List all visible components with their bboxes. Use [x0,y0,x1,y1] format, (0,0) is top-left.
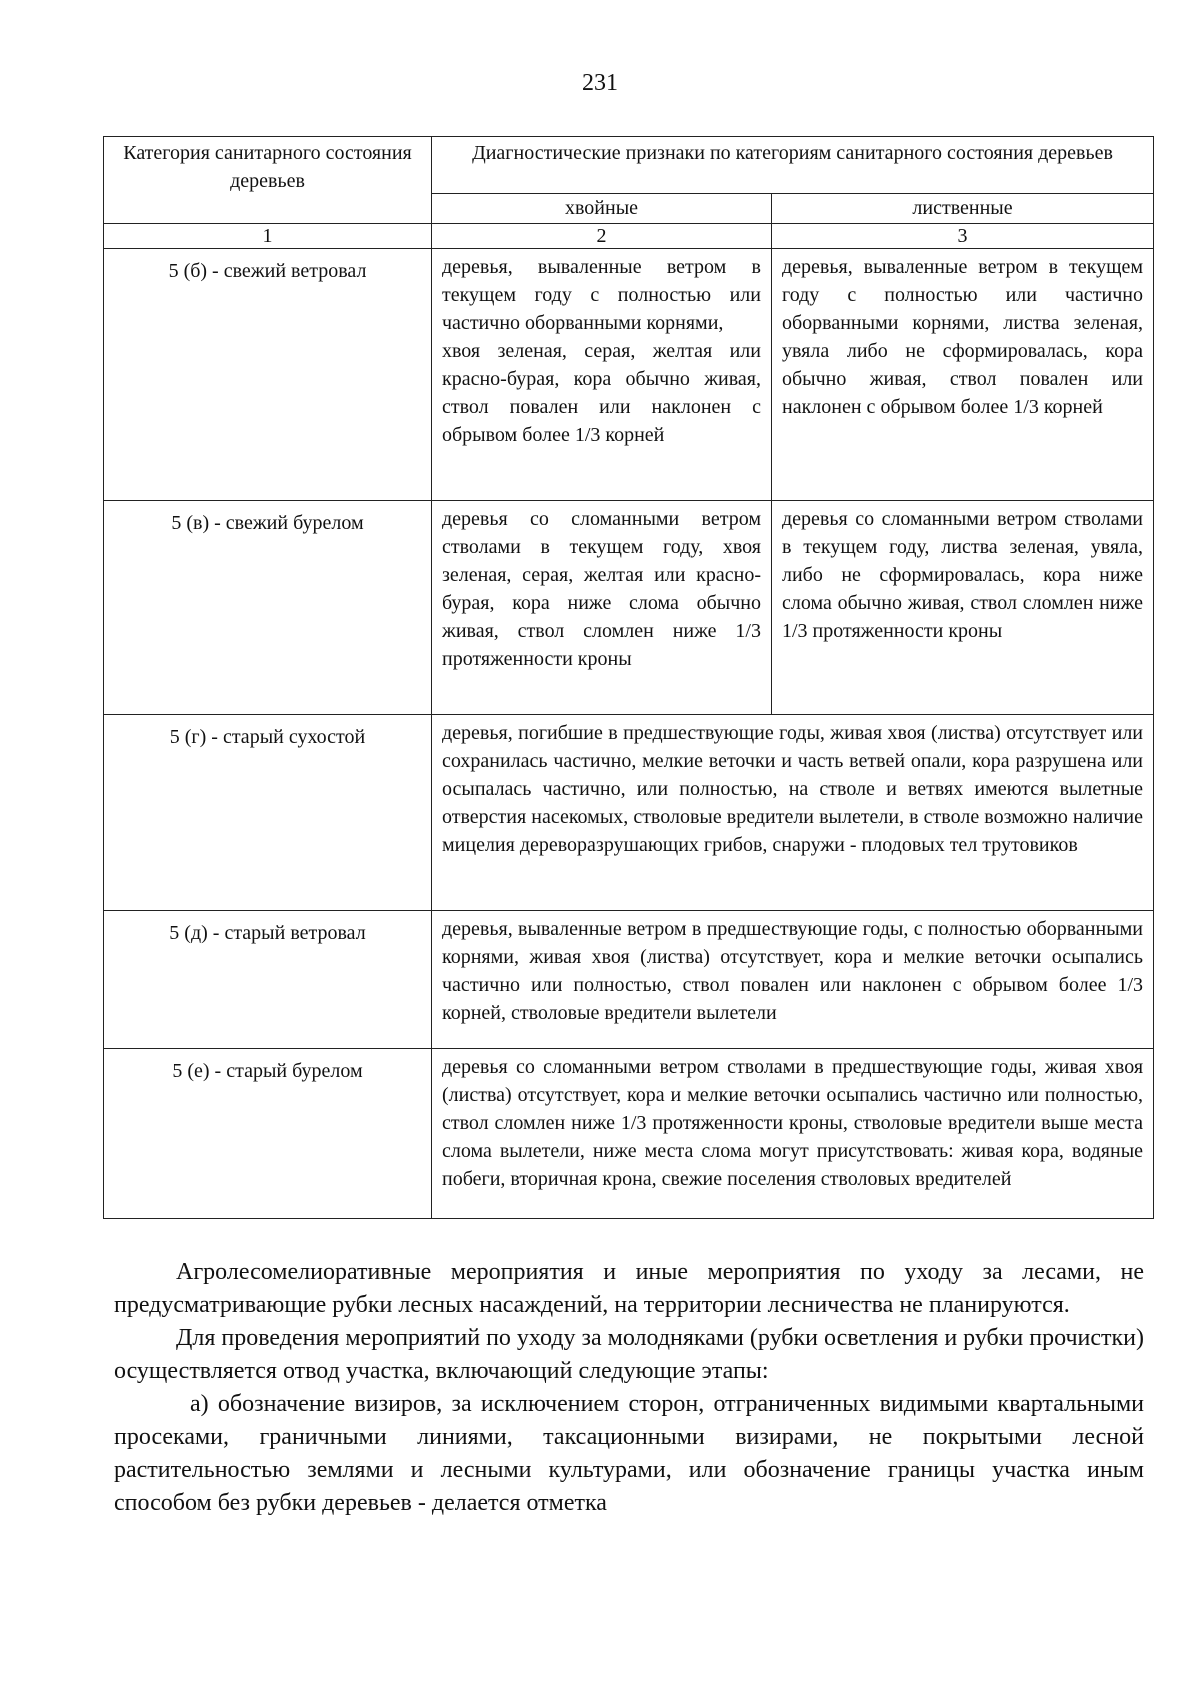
row-category: 5 (д) - старый ветровал [104,911,432,1049]
sanitary-condition-table [103,136,1154,1219]
column-number-row [104,224,1154,249]
row-merged-description: деревья, вываленные ветром в предшествующие годы, с полностью оборванными корнями, живая хвоя (листва) отсутствует, кора и мелкие веточки осыпались частично или полностью, ствол повален или наклонен с обрывом более 1/3 корней, стволовые вредители вылетели [432,911,1154,1049]
row-deciduous: деревья, вываленные ветром в текущем году с полностью или частично оборванными корнями, листва зеленая, увяла либо не сформировалась, кора обычно живая, ствол повален или наклонен с обрывом более 1/3 корней [772,249,1154,501]
column-number: 2 [432,224,772,249]
column-number: 3 [772,224,1154,249]
row-conifers-text: хвоя зеленая, серая, желтая или красно-бурая, кора обычно живая, ствол повален или наклонен с обрывом более 1/3 корней [442,340,761,446]
row-category: 5 (б) - свежий ветровал [104,249,432,501]
row-merged-description: деревья, погибшие в предшествующие годы, живая хвоя (листва) отсутствует или сохранилась частично, мелкие веточки и часть ветвей опали, кора разрушена или осыпалась частично, или полностью, на стволе и ветвях имеются вылетные отверстия насекомых, стволовые вредители вылетели, в стволе возможно наличие мицелия дереворазрушающих грибов, снаружи - плодовых тел трутовиков [432,715,1154,911]
table-row [104,1049,1154,1219]
body-text [114,1256,1144,1520]
table-row [104,715,1154,911]
header-category: Категория санитарного состояния деревьев [104,137,432,224]
row-conifers [432,249,772,501]
table-row [104,249,1154,501]
row-category: 5 (в) - свежий бурелом [104,501,432,715]
row-category: 5 (г) - старый сухостой [104,715,432,911]
header-diagnostic: Диагностические признаки по категориям санитарного состояния деревьев [432,137,1154,194]
row-conifers [432,501,772,715]
table-row [104,501,1154,715]
page-number: 231 [582,70,618,96]
column-number: 1 [104,224,432,249]
table-header-row [104,137,1154,194]
row-deciduous: деревья со сломанными ветром стволами в текущем году, листва зеленая, увяла, либо не сформировалась, кора ниже слома обычно живая, ствол сломлен ниже 1/3 протяженности кроны [772,501,1154,715]
paragraph: Для проведения мероприятий по уходу за молодняками (рубки осветления и рубки прочистки) осуществляется отвод участка, включающий следующие этапы: [114,1325,1145,1384]
row-conifers-text: деревья, вываленные ветром в текущем году с полностью или частично оборванными корнями, [442,256,761,334]
header-conifers: хвойные [432,194,772,224]
header-deciduous: лиственные [772,194,1154,224]
row-merged-description: деревья со сломанными ветром стволами в предшествующие годы, живая хвоя (листва) отсутствует, кора и мелкие веточки осыпались частично или полностью, ствол сломлен ниже 1/3 протяженности кроны, стволовые вредители выше места слома вылетели, ниже места слома могут присутствовать: живая кора, водяные побеги, вторичная крона, свежие поселения стволовых вредителей [432,1049,1154,1219]
paragraph: Агролесомелиоративные мероприятия и иные мероприятия по уходу за лесами, не предусматривающие рубки лесных насаждений, на территории лесничества не планируются. [114,1259,1144,1318]
table-row [104,911,1154,1049]
row-conifers-text: деревья со сломанными ветром стволами в текущем году, хвоя зеленая, серая, желтая или красно-бурая, кора ниже слома обычно живая, ствол сломлен ниже 1/3 протяженности кроны [442,508,761,670]
paragraph: а) обозначение визиров, за исключением сторон, отграниченных видимыми квартальными просеками, граничными линиями, таксационными визирами, не покрытыми лесной растительностью землями и лесными культурами, или обозначение границы участка иным способом без рубки деревьев - делается отметка [114,1391,1144,1516]
row-category: 5 (е) - старый бурелом [104,1049,432,1219]
